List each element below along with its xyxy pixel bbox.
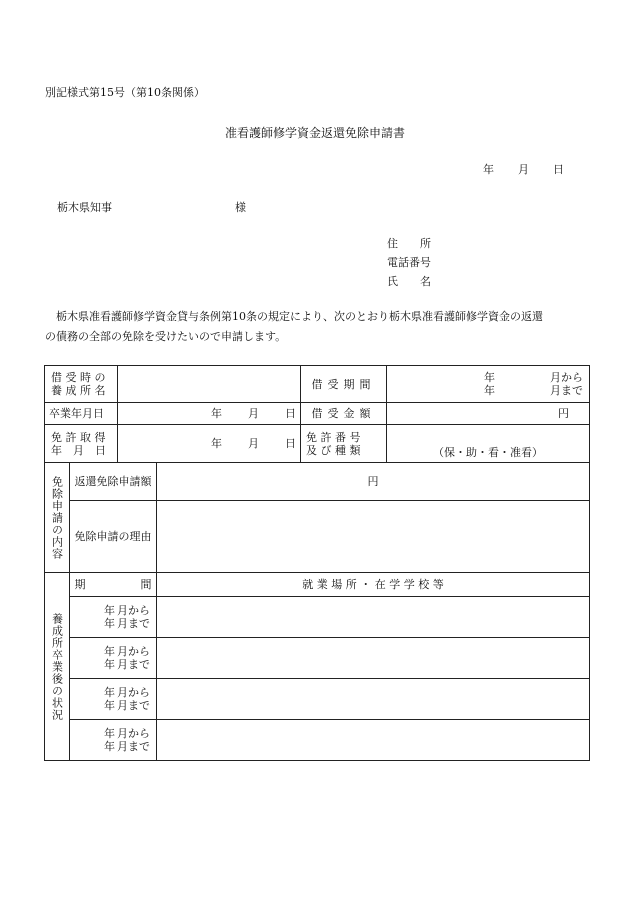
history-period: 年 月から 年 月まで: [70, 638, 157, 679]
date-month-label: 月: [518, 163, 529, 176]
row-school-period: [45, 366, 590, 403]
exemption-section-label: 免除申請の内容: [45, 463, 70, 573]
name-label: 氏 名: [387, 275, 431, 288]
license-date-label: 免 許 取 得 年 月 日: [45, 425, 118, 463]
honorific: 様: [235, 201, 246, 214]
after-section-label: 養成所卒業後の状況: [45, 573, 70, 761]
school-label: 借 受 時 の 養 成 所 名: [45, 366, 118, 403]
history-workplace: [157, 679, 590, 720]
date-year-label: 年: [483, 163, 494, 176]
period-label: 借受期間: [301, 366, 387, 403]
license-date-value: 年 月 日: [118, 425, 301, 463]
exemption-reason-label: 免除申請の理由: [70, 501, 157, 573]
col-workplace-header: 就 業 場 所 ・ 在 学 学 校 等: [157, 573, 590, 597]
addressee: [57, 199, 246, 215]
table-row: [45, 720, 590, 761]
address-label: 住 所: [387, 237, 431, 250]
statement-line-2: の債務の全部の免除を受けたいので申請します。: [45, 330, 287, 343]
history-workplace: [157, 597, 590, 638]
form-number: 別記様式第15号（第10条関係）: [45, 86, 205, 99]
exemption-reason-value: [157, 501, 590, 573]
table-row: [45, 638, 590, 679]
statement-line-1: 栃木県准看護師修学資金貸与条例第10条の規定により、次のとおり栃木県准看護師修学資金の返還: [56, 310, 543, 323]
school-name-value: [118, 366, 301, 403]
history-period: 年 月から 年 月まで: [70, 597, 157, 638]
addressee-name: 栃木県知事: [57, 201, 112, 214]
row-graduation-amount: [45, 403, 590, 425]
document-title: 准看護師修学資金返還免除申請書: [224, 126, 405, 140]
date-day-label: 日: [553, 163, 564, 176]
phone-label: 電話番号: [387, 256, 431, 269]
amount-label: 借受金額: [301, 403, 387, 425]
history-period: 年 月から 年 月まで: [70, 679, 157, 720]
license-number-label: 免 許 番 号 及 び 種 類: [301, 425, 387, 463]
row-exemption-reason: [45, 501, 590, 573]
history-workplace: [157, 638, 590, 679]
license-types: （保・助・看・准看）: [387, 425, 590, 463]
col-period-header: 期 間: [70, 573, 157, 597]
history-period: 年 月から 年 月まで: [70, 720, 157, 761]
exemption-amount-label: 返還免除申請額: [70, 463, 157, 501]
application-statement: [45, 307, 595, 347]
row-exemption-amount: [45, 463, 590, 501]
row-after-header: [45, 573, 590, 597]
table-row: [45, 597, 590, 638]
graduation-date-value: 年 月 日: [118, 403, 301, 425]
exemption-amount-value: 円: [157, 463, 590, 501]
row-license: [45, 425, 590, 463]
application-table: [44, 365, 590, 761]
history-workplace: [157, 720, 590, 761]
graduation-label: 卒業年月日: [45, 403, 118, 425]
date-line: [483, 161, 564, 177]
amount-value: 円: [387, 403, 590, 425]
period-value: 年 月から 年 月まで: [387, 366, 590, 403]
table-row: [45, 679, 590, 720]
